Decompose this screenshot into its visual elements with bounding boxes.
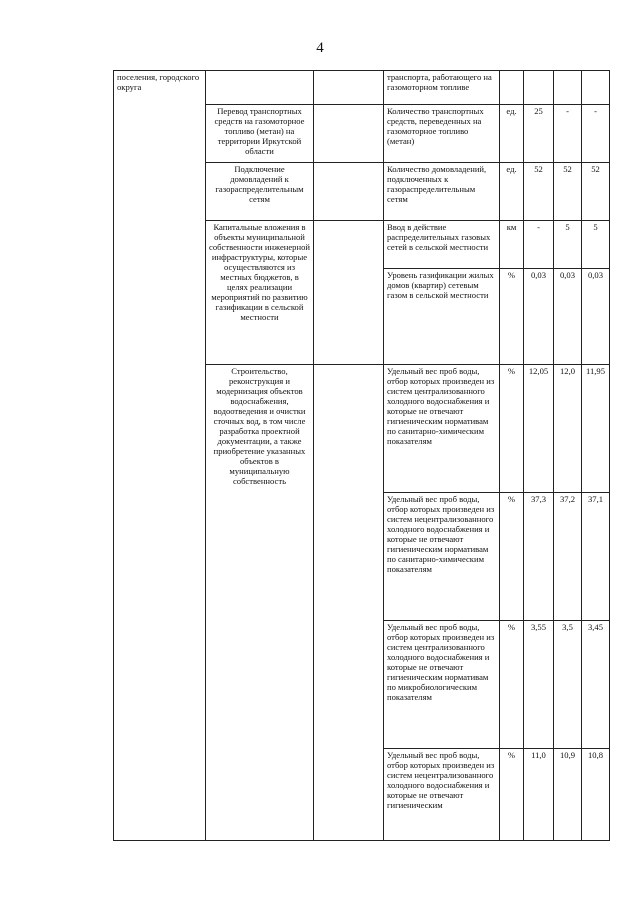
value-cell: - <box>554 105 582 163</box>
value-cell: 37,2 <box>554 493 582 621</box>
territory-cell: поселения, городского округа <box>114 71 206 841</box>
unit-cell: % <box>500 621 524 749</box>
indicator-cell: Уровень газификации жилых домов (квартир) сетевым газом в сельской местности <box>384 269 500 365</box>
value-cell: 11,0 <box>524 749 554 841</box>
unit-cell: % <box>500 493 524 621</box>
unit-cell: % <box>500 749 524 841</box>
measure-cell <box>206 71 314 105</box>
value-cell: 5 <box>554 221 582 269</box>
value-cell: 37,1 <box>582 493 610 621</box>
value-cell: 12,05 <box>524 365 554 493</box>
unit-cell: км <box>500 221 524 269</box>
indicator-cell: Удельный вес проб воды, отбор которых произведен из систем нецентрализованного холодного водоснабжения и которые не отвечают гигиеническим <box>384 749 500 841</box>
measure-cell: Подключение домовладений к газораспределительным сетям <box>206 163 314 221</box>
indicator-cell: Количество транспортных средств, переведенных на газомоторное топливо (метан) <box>384 105 500 163</box>
value-cell: 37,3 <box>524 493 554 621</box>
gap-cell <box>314 105 384 163</box>
value-cell: 52 <box>582 163 610 221</box>
value-cell: 3,45 <box>582 621 610 749</box>
value-cell: 11,95 <box>582 365 610 493</box>
table-row <box>114 71 610 105</box>
unit-cell: % <box>500 365 524 493</box>
unit-cell: % <box>500 269 524 365</box>
indicator-cell: Ввод в действие распределительных газовых сетей в сельской местности <box>384 221 500 269</box>
measure-cell: Капитальные вложения в объекты муниципальной собственности инженерной инфраструктуры, которые осуществляются из местных бюджетов, в целях реализации мероприятий по развитию газификации в сельской местности <box>206 221 314 365</box>
indicator-cell: Удельный вес проб воды, отбор которых произведен из систем нецентрализованного холодного водоснабжения и которые не отвечают гигиеническим нормативам по санитарно-химическим показателям <box>384 493 500 621</box>
value-cell: - <box>524 221 554 269</box>
value-cell: 3,55 <box>524 621 554 749</box>
unit-cell <box>500 71 524 105</box>
gap-cell <box>314 71 384 105</box>
value-cell: 52 <box>554 163 582 221</box>
value-cell: 0,03 <box>582 269 610 365</box>
indicators-table <box>113 70 610 841</box>
value-cell: 52 <box>524 163 554 221</box>
value-cell: 0,03 <box>524 269 554 365</box>
measure-cell: Перевод транспортных средств на газомоторное топливо (метан) на территории Иркутской области <box>206 105 314 163</box>
indicator-cell: Количество домовладений, подключенных к газораспределительным сетям <box>384 163 500 221</box>
value-cell <box>554 71 582 105</box>
value-cell: 0,03 <box>554 269 582 365</box>
value-cell: 10,8 <box>582 749 610 841</box>
measure-cell: Строительство, реконструкция и модернизация объектов водоснабжения, водоотведения и очистки сточных вод, в том числе разработка проектной документации, а также приобретение указанных объектов в муниципальную собственность <box>206 365 314 841</box>
indicator-cell: Удельный вес проб воды, отбор которых произведен из систем централизованного холодного водоснабжения и которые не отвечают гигиеническим нормативам по микробиологическим показателям <box>384 621 500 749</box>
unit-cell: ед. <box>500 163 524 221</box>
value-cell: - <box>582 105 610 163</box>
value-cell: 3,5 <box>554 621 582 749</box>
value-cell <box>524 71 554 105</box>
indicator-cell: Удельный вес проб воды, отбор которых произведен из систем централизованного холодного водоснабжения и которые не отвечают гигиеническим нормативам по санитарно-химическим показателям <box>384 365 500 493</box>
value-cell: 10,9 <box>554 749 582 841</box>
gap-cell <box>314 365 384 841</box>
value-cell: 25 <box>524 105 554 163</box>
value-cell: 5 <box>582 221 610 269</box>
value-cell <box>582 71 610 105</box>
gap-cell <box>314 163 384 221</box>
value-cell: 12,0 <box>554 365 582 493</box>
page-number: 4 <box>316 40 324 56</box>
gap-cell <box>314 221 384 365</box>
unit-cell: ед. <box>500 105 524 163</box>
indicator-cell: транспорта, работающего на газомоторном топливе <box>384 71 500 105</box>
